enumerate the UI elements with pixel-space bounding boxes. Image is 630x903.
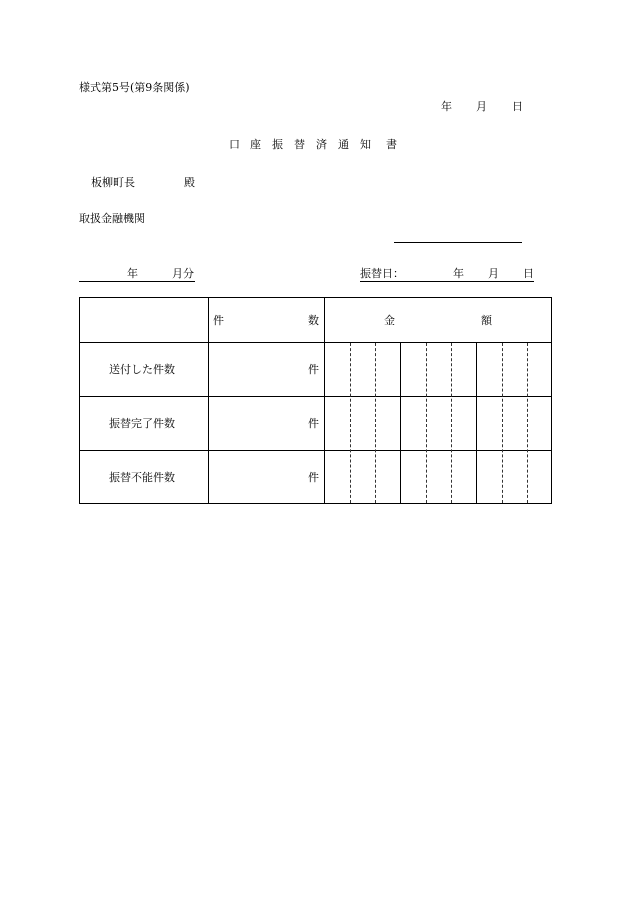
title-char: 書 xyxy=(386,138,397,151)
transfer-date-day: 日 xyxy=(523,267,534,280)
digit-group-divider xyxy=(476,343,477,503)
title-char: 知 xyxy=(360,138,371,151)
period-year-label: 年 xyxy=(127,267,138,280)
digit-divider xyxy=(451,343,452,503)
header-amount-left: 金 xyxy=(384,314,395,327)
title-char: 通 xyxy=(338,138,349,151)
transfer-summary-table xyxy=(79,297,552,504)
row-divider xyxy=(80,450,551,451)
digit-group-divider xyxy=(400,343,401,503)
institution-signature-line xyxy=(394,242,522,243)
row-unit-sent: 件 xyxy=(308,363,319,376)
date-year-label: 年 xyxy=(441,100,452,113)
institution-label: 取扱金融機関 xyxy=(79,212,145,225)
addressee-honorific: 殿 xyxy=(184,176,195,189)
column-divider xyxy=(324,298,325,503)
row-unit-failed: 件 xyxy=(308,471,319,484)
header-amount-right: 額 xyxy=(481,314,492,327)
header-count-left: 件 xyxy=(213,314,224,327)
column-divider xyxy=(208,298,209,503)
row-label-sent: 送付した件数 xyxy=(109,363,175,376)
transfer-date-year: 年 xyxy=(453,267,464,280)
row-unit-completed: 件 xyxy=(308,417,319,430)
digit-divider xyxy=(502,343,503,503)
title-char: 口 xyxy=(229,138,240,151)
transfer-date-underline xyxy=(360,281,534,282)
digit-divider xyxy=(527,343,528,503)
header-row-divider xyxy=(80,342,551,343)
date-day-label: 日 xyxy=(512,100,523,113)
row-divider xyxy=(80,396,551,397)
title-char: 座 xyxy=(250,138,261,151)
transfer-date-month: 月 xyxy=(488,267,499,280)
title-char: 振 xyxy=(272,138,283,151)
header-count-right: 数 xyxy=(308,314,319,327)
period-underline xyxy=(79,281,195,282)
row-label-failed: 振替不能件数 xyxy=(109,471,175,484)
title-char: 済 xyxy=(316,138,327,151)
digit-divider xyxy=(350,343,351,503)
date-month-label: 月 xyxy=(476,100,487,113)
transfer-date-label: 振替日： xyxy=(360,267,404,280)
digit-divider xyxy=(426,343,427,503)
row-label-completed: 振替完了件数 xyxy=(109,417,175,430)
title-char: 替 xyxy=(294,138,305,151)
form-number-label: 様式第5号(第9条関係) xyxy=(79,81,190,94)
digit-divider xyxy=(375,343,376,503)
addressee-name: 板柳町長 xyxy=(91,176,135,189)
period-month-label: 月分 xyxy=(172,267,194,280)
